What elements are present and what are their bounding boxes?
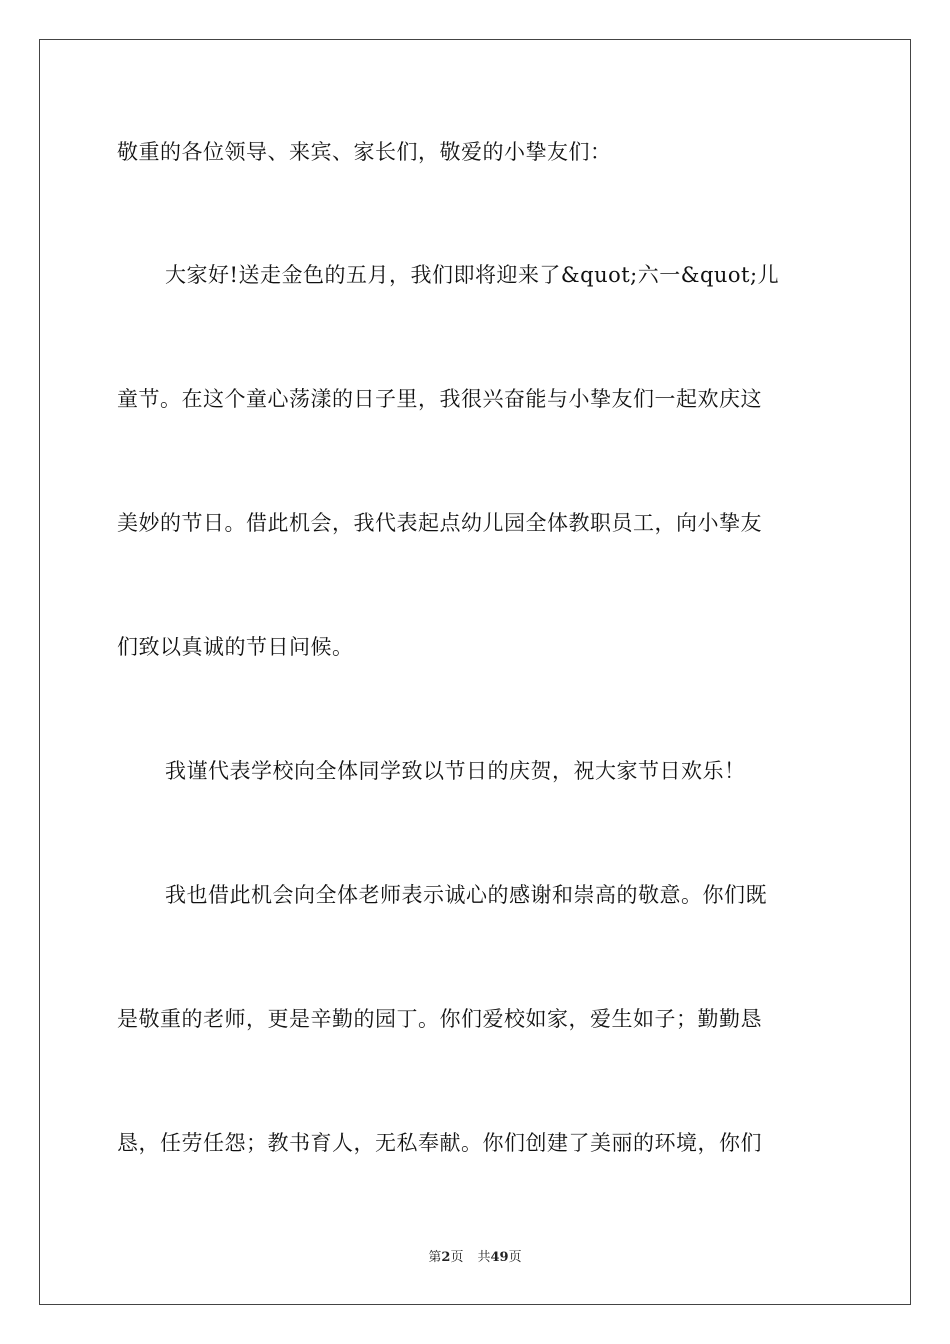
page-footer xyxy=(0,1246,950,1265)
footer-page-number: 2 xyxy=(441,1250,451,1265)
body-line-2: 童节。在这个童心荡漾的日子里，我很兴奋能与小挚友们一起欢庆这 xyxy=(117,387,762,411)
body-line-4: 们致以真诚的节日问候。 xyxy=(117,635,354,659)
body-line-8: 恳，任劳任怨；教书育人，无私奉献。你们创建了美丽的环境，你们 xyxy=(117,1131,762,1155)
footer-page-prefix: 第 xyxy=(428,1250,442,1265)
body-line-6: 我也借此机会向全体老师表示诚心的感谢和崇高的敬意。你们既 xyxy=(165,883,767,907)
body-line-1: 大家好!送走金色的五月，我们即将迎来了&quot;六一&quot;儿 xyxy=(165,263,780,287)
footer-total-pages: 49 xyxy=(490,1250,509,1265)
body-line-3: 美妙的节日。借此机会，我代表起点幼儿园全体教职员工，向小挚友 xyxy=(117,511,762,535)
page-border xyxy=(39,39,911,1305)
footer-total-suffix: 页 xyxy=(508,1250,522,1265)
footer-page-suffix: 页 xyxy=(450,1250,464,1265)
body-line-salutation: 敬重的各位领导、来宾、家长们，敬爱的小挚友们： xyxy=(117,140,612,164)
body-line-5: 我谨代表学校向全体同学致以节日的庆贺，祝大家节日欢乐！ xyxy=(165,759,746,783)
footer-total-prefix: 共 xyxy=(477,1250,491,1265)
body-line-7: 是敬重的老师，更是辛勤的园丁。你们爱校如家，爱生如子；勤勤恳 xyxy=(117,1007,762,1031)
